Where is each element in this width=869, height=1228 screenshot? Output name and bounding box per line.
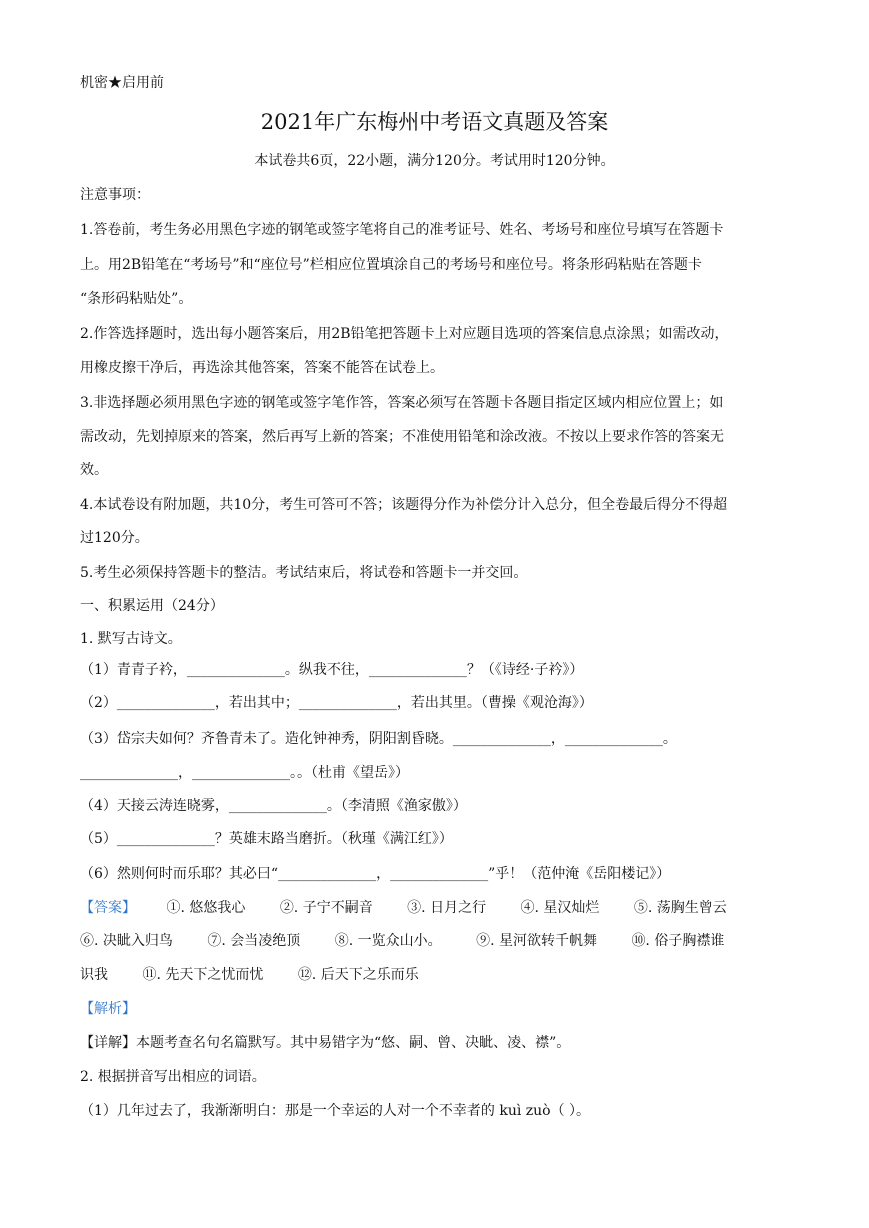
confidential-mark: 机密★启用前: [80, 75, 164, 91]
section-heading: 一、积累运用（24分）: [80, 598, 224, 614]
answer-item: ⑤. 荡胸生曾云: [633, 900, 727, 916]
answer-item: 识我: [80, 967, 108, 983]
answer-item: ⑫. 后天下之乐而乐: [297, 967, 419, 983]
note-line: 1.答卷前，考生务必用黑色字迹的钢笔或签字笔将自己的准考证号、姓名、考场号和座位号填写在答题卡: [80, 222, 724, 238]
answer-item: ⑪. 先天下之忧而忧: [142, 967, 264, 983]
question-stem: 2. 根据拼音写出相应的词语。: [80, 1069, 266, 1085]
question-line: （3）岱宗夫如何？齐鲁青未了。造化钟神秀，阴阳割昏晓。______________，______________。: [80, 731, 677, 747]
answer-item: ⑧. 一览众山小。: [334, 933, 442, 949]
question-line: （5）______________？英雄末路当磨折。（秋瑾《满江红》）: [80, 831, 453, 847]
note-line: 3.非选择题必须用黑色字迹的钢笔或签字笔作答，答案必须写在答题卡各题目指定区域内相应位置上；如: [80, 395, 724, 411]
note-line: 过120分。: [80, 530, 149, 546]
note-line: 效。: [80, 462, 108, 478]
answer-item: ④. 星汉灿烂: [520, 900, 600, 916]
analysis-label: 【解析】: [80, 1001, 136, 1017]
page-subtitle: 本试卷共6页，22小题，满分120分。考试用时120分钟。: [254, 153, 615, 169]
question-line: （2）______________，若出其中；______________，若出其里。（曹操《观沧海》）: [80, 695, 593, 711]
question-line: ______________，______________。。（杜甫《望岳》）: [80, 765, 409, 781]
notes-heading: 注意事项：: [80, 187, 150, 203]
page-title: 2021年广东梅州中考语文真题及答案: [260, 110, 609, 134]
note-line: 2.作答选择题时，选出每小题答案后，用2B铅笔把答题卡上对应题目选项的答案信息点涂黑；如需改动，: [80, 326, 729, 342]
note-line: 上。用2B铅笔在“考场号”和“座位号”栏相应位置填涂自己的考场号和座位号。将条形码粘贴在答题卡: [80, 257, 702, 273]
note-line: 需改动，先划掉原来的答案，然后再写上新的答案；不准使用铅笔和涂改液。不按以上要求作答的答案无: [80, 429, 724, 445]
answer-item: ①. 悠悠我心: [166, 900, 246, 916]
question-line: （1）几年过去了，我渐渐明白：那是一个幸运的人对一个不幸者的 kuì zuò（ ）。: [80, 1103, 591, 1119]
answer-item: ⑦. 会当凌绝顶: [207, 933, 301, 949]
answer-item: ⑥. 决眦入归鸟: [80, 933, 173, 949]
question-line: （4）天接云涛连晓雾，______________。（李清照《渔家傲》）: [80, 798, 467, 814]
note-line: 5.考生必须保持答题卡的整洁。考试结束后，将试卷和答题卡一并交回。: [80, 565, 528, 581]
answer-item: ③. 日月之行: [407, 900, 487, 916]
note-line: 4.本试卷设有附加题，共10分，考生可答可不答；该题得分作为补偿分计入总分，但全卷最后得分不得超: [80, 497, 728, 513]
answer-item: ⑨. 星河欲转千帆舞: [476, 933, 597, 949]
note-line: “条形码粘贴处”。: [80, 291, 193, 307]
answer-item: ⑩. 俗子胸襟谁: [631, 933, 725, 949]
question-line: （1）青青子衿，______________。纵我不往，______________？（《诗经·子衿》）: [80, 662, 584, 678]
question-stem: 1. 默写古诗文。: [80, 631, 182, 647]
answer-row: [80, 898, 792, 918]
answer-row: [80, 931, 792, 951]
answer-row: [80, 965, 792, 985]
detail-text: 【详解】本题考查名句名篇默写。其中易错字为“悠、嗣、曾、决眦、凌、襟”。: [80, 1035, 571, 1051]
note-line: 用橡皮擦干净后，再选涂其他答案，答案不能答在试卷上。: [80, 360, 444, 376]
question-line: （6）然则何时而乐耶？其必曰“______________，______________”乎！（范仲淹《岳阳楼记》）: [80, 866, 671, 882]
answer-label: 【答案】: [80, 900, 136, 916]
answer-item: ②. 子宁不嗣音: [279, 900, 373, 916]
